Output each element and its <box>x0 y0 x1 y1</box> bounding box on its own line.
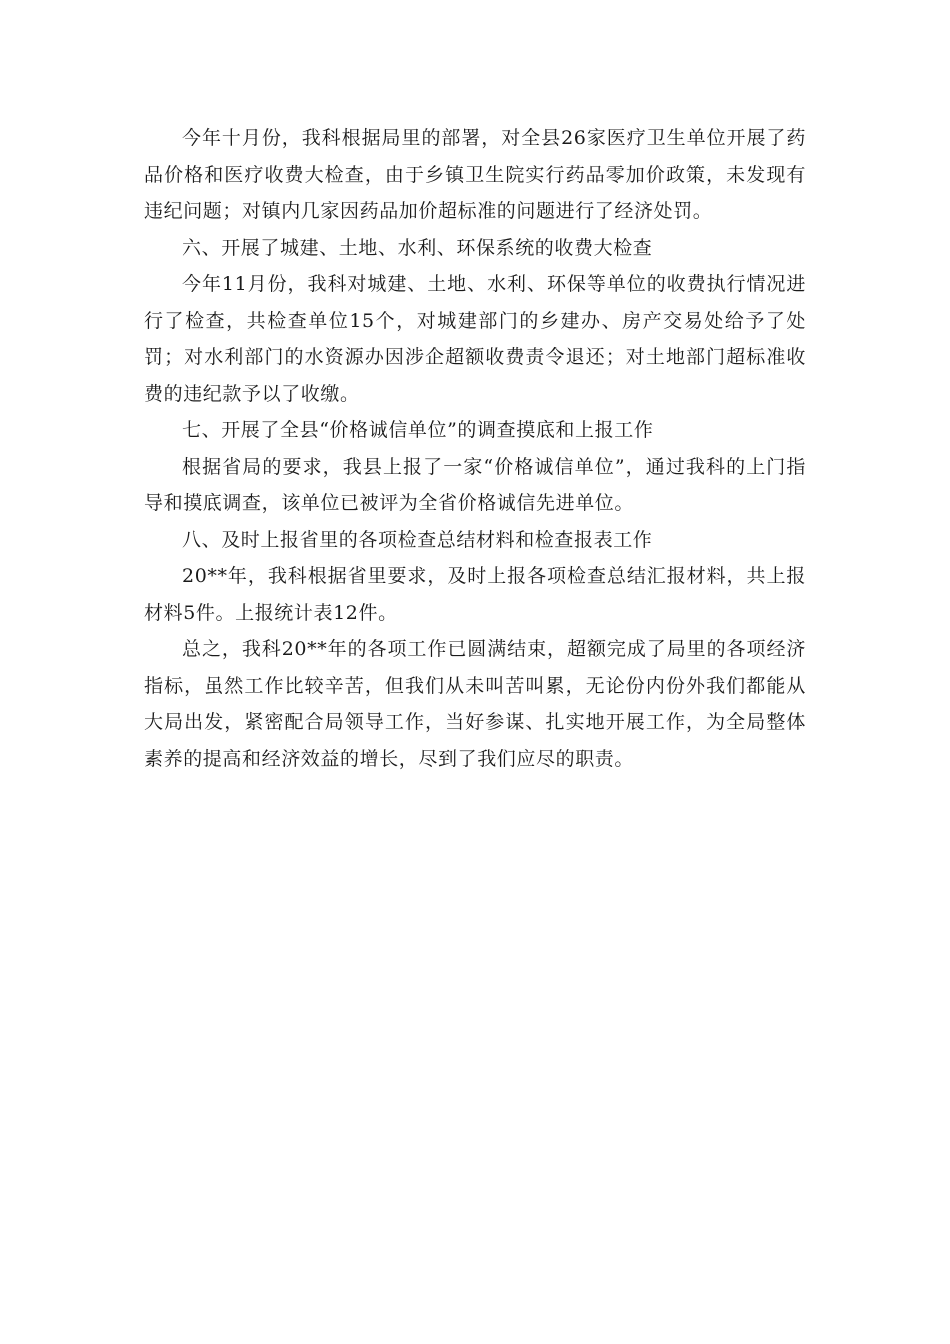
heading-eight-reporting: 八、及时上报省里的各项检查总结材料和检查报表工作 <box>182 528 653 551</box>
paragraph-reporting-materials: 20**年，我科根据省里要求，及时上报各项检查总结汇报材料，共上报材料5件。上报统计表12件。 <box>144 565 806 624</box>
paragraph-integrity-unit-report: 根据省局的要求，我县上报了一家“价格诚信单位”，通过我科的上门指导和摸底调查，该单位已被评为全省价格诚信先进单位。 <box>144 455 806 514</box>
heading-seven-price-integrity: 七、开展了全县“价格诚信单位”的调查摸底和上报工作 <box>182 419 654 441</box>
document-body <box>144 120 806 777</box>
heading-six-urban-construction-fees: 六、开展了城建、土地、水利、环保系统的收费大检查 <box>182 236 653 259</box>
paragraph-november-fee-inspection: 今年11月份，我科对城建、土地、水利、环保等单位的收费执行情况进行了检查，共检查单位15个，对城建部门的乡建办、房产交易处给予了处罚；对水利部门的水资源办因涉企超额收费责令退还；对土地部门超标准收费的违纪款予以了收缴。 <box>144 273 806 405</box>
paragraph-summary: 总之，我科20**年的各项工作已圆满结束，超额完成了局里的各项经济指标，虽然工作比较辛苦，但我们从未叫苦叫累，无论份内份外我们都能从大局出发，紧密配合局领导工作，当好参谋、扎实地开展工作，为全局整体素养的提高和经济效益的增长，尽到了我们应尽的职责。 <box>144 638 806 770</box>
paragraph-medical-price-check: 今年十月份，我科根据局里的部署，对全县26家医疗卫生单位开展了药品价格和医疗收费大检查，由于乡镇卫生院实行药品零加价政策，未发现有违纪问题；对镇内几家因药品加价超标准的问题进行了经济处罚。 <box>144 127 806 222</box>
